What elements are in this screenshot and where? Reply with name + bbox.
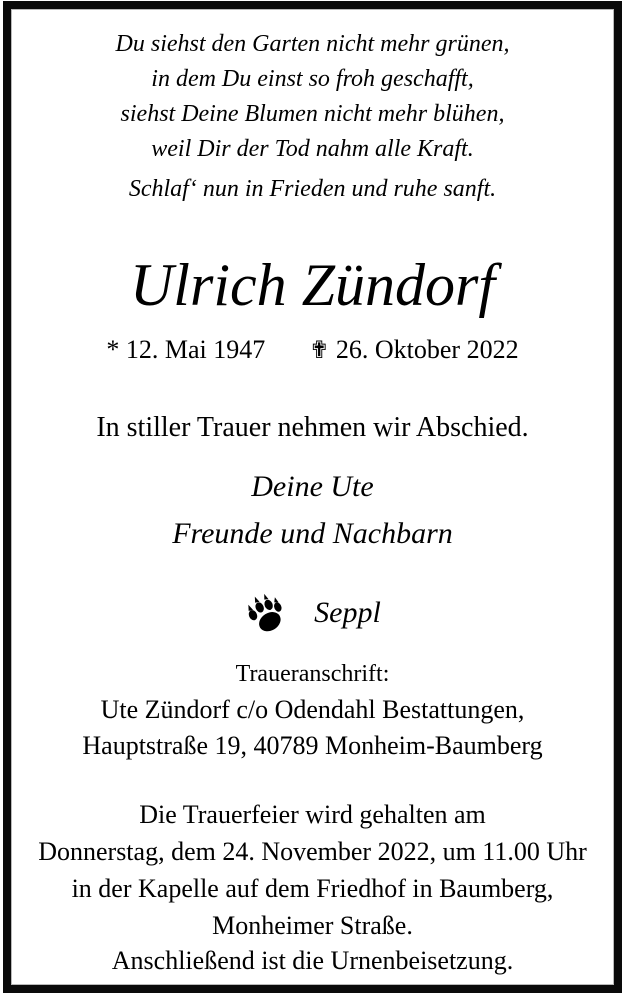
birth-date <box>106 334 265 366</box>
address-line: Ute Zündorf c/o Odendahl Bestattungen, <box>100 695 525 724</box>
pet-row <box>11 592 614 634</box>
address-heading: Traueranschrift: <box>235 661 390 687</box>
mourner-line: Freunde und Nachbarn <box>172 517 453 550</box>
ceremony-line: Monheimer Straße. <box>212 911 413 940</box>
death-date <box>309 334 518 366</box>
ceremony-line: Donnerstag, dem 24. November 2022, um 11.00 Uhr <box>38 837 587 866</box>
death-date-text: 26. Oktober 2022 <box>335 335 519 364</box>
ceremony-line: Die Trauerfeier wird gehalten am <box>139 800 486 829</box>
birth-star-icon: * <box>106 335 120 364</box>
poem-line: Du siehst den Garten nicht mehr grünen, <box>115 31 510 57</box>
farewell-line: In stiller Trauer nehmen wir Abschied. <box>96 412 529 443</box>
cross-icon: ✟ <box>309 336 330 364</box>
poem-line: siehst Deine Blumen nicht mehr blühen, <box>120 101 505 127</box>
poem <box>11 27 614 167</box>
birth-date-text: 12. Mai 1947 <box>125 335 266 364</box>
deceased-name: Ulrich Zündorf <box>129 252 496 318</box>
poem-line: weil Dir der Tod nahm alle Kraft. <box>151 136 474 162</box>
life-dates <box>11 334 614 366</box>
ceremony-closing-line: Anschließend ist die Urnenbeisetzung. <box>111 946 514 975</box>
pet-name: Seppl <box>314 596 381 629</box>
paw-print-icon <box>244 591 288 635</box>
poem-closing-line: Schlaf‘ nun in Frieden und ruhe sanft. <box>128 176 497 202</box>
obituary-frame <box>3 1 622 993</box>
mourner-line: Deine Ute <box>251 470 374 503</box>
ceremony-block <box>11 796 614 944</box>
poem-line: in dem Du einst so froh geschafft, <box>151 66 474 92</box>
address-line: Hauptstraße 19, 40789 Monheim-Baumberg <box>82 731 543 760</box>
address-block <box>11 692 614 764</box>
ceremony-line: in der Kapelle auf dem Friedhof in Baumberg, <box>71 874 554 903</box>
